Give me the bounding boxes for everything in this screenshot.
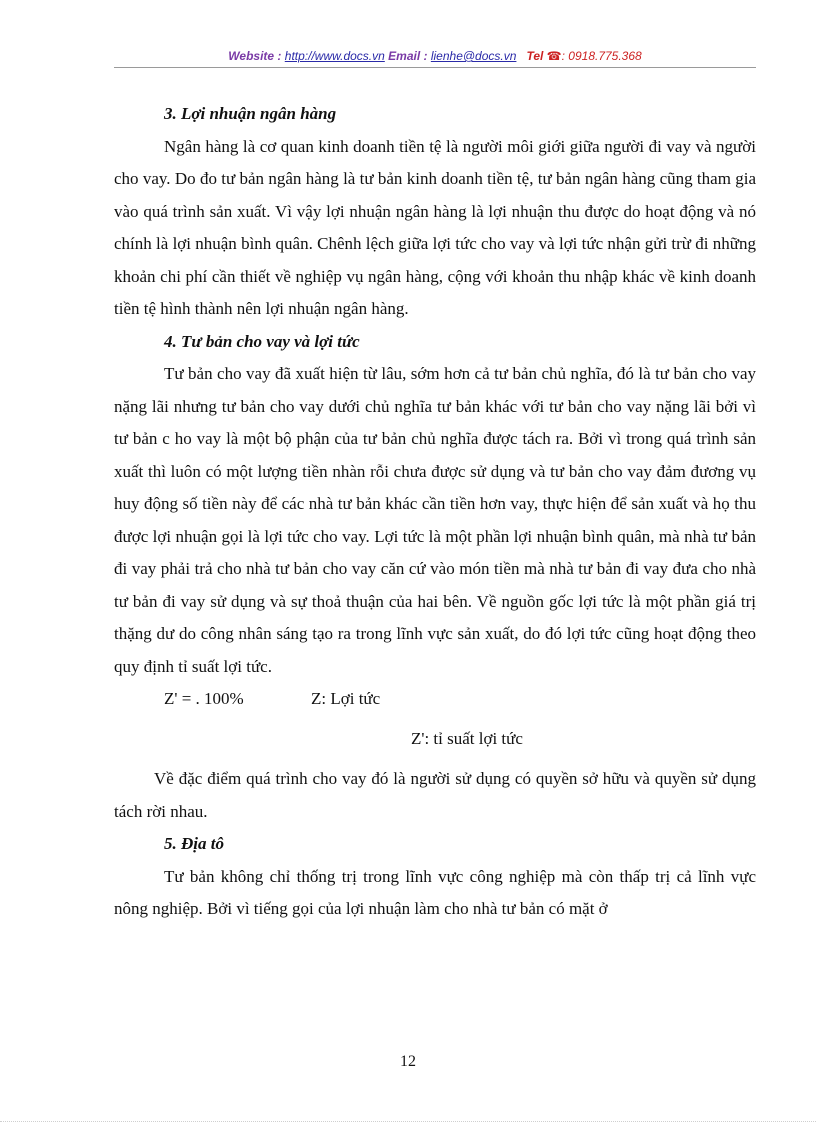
page-number: 12	[400, 1053, 416, 1070]
header-separator: :	[274, 49, 285, 63]
section-heading: 3. Lợi nhuận ngân hàng	[164, 104, 337, 123]
website-label: Website	[228, 49, 275, 63]
formula-legend	[114, 723, 756, 763]
paragraph: Ngân hàng là cơ quan kinh doanh tiền tệ là người môi giới giữa người đi vay và người cho vay. Do đo tư bản ngân hàng là tư bản kinh doanh tiền tệ, tư bản ngân hàng cũng tham gia vào quá trình sản xuất. Vì vậy lợi nhuận ngân hàng là lợi nhuận thu được do hoạt động và nó chính là lợi nhuận bình quân. Chênh lệch giữa lợi tức cho vay và lợi tức nhận gửi trừ đi những khoản chi phí cần thiết về nghiệp vụ ngân hàng, cộng với khoản thu nhập khác về kinh doanh tiền tệ hình thành nên lợi nhuận ngân hàng.	[114, 136, 756, 318]
paragraph: Tư bản cho vay đã xuất hiện từ lâu, sớm hơn cả tư bản chủ nghĩa, đó là tư bản cho vay nặng lãi nhưng tư bản cho vay dưới chủ nghĩa tư bản khác với tư bản cho vay nặng lãi bởi vì tư bản c ho vay là một bộ phận của tư bản chủ nghĩa được tách ra. Bởi vì trong quá trình sản xuất thì luôn có một lượng tiền nhàn rỗi chưa được sử dụng và tư bản cho vay đảm đương vụ huy động số tiền này để các nhà tư bản khác cần tiền hơn vay, thực hiện để sản xuất và họ thu được lợi nhuận gọi là lợi tức cho vay. Lợi tức là một phần lợi nhuận bình quân, mà nhà tư bản đi vay phải trả cho nhà tư bản cho vay căn cứ vào món tiền mà nhà tư bản đi vay đưa cho nhà tư bản đi vay sử dụng và sự thoả thuận của hai bên. Về nguồn gốc lợi tức là một phần giá trị thặng dư do công nhân sáng tạo ra trong lĩnh vực sản xuất, do đó lợi tức cũng hoạt động theo quy định tỉ suất lợi tức.	[114, 364, 756, 676]
header-separator: :	[420, 49, 431, 63]
formula-legend-zprime: Z': tỉ suất lợi tức	[411, 729, 523, 748]
page-header	[114, 46, 756, 66]
header-divider	[114, 67, 756, 68]
page-body	[114, 98, 756, 926]
website-link[interactable]: http://www.docs.vn	[284, 49, 385, 63]
section-heading: 4. Tư bản cho vay và lợi tức	[164, 331, 360, 351]
section-heading: 5. Địa tô	[164, 834, 224, 853]
formula-expression: Z' = . 100%	[164, 689, 244, 708]
tel-number: : 0918.775.368	[561, 49, 642, 63]
page-bottom-border	[0, 1121, 816, 1122]
email-label: Email	[388, 49, 421, 63]
paragraph: Về đặc điểm quá trình cho vay đó là người sử dụng có quyền sở hữu và quyền sử dụng tách rời nhau.	[114, 769, 756, 821]
formula-legend-z: Z: Lợi tức	[311, 689, 381, 708]
tel-label: Tel ☎	[526, 49, 562, 63]
formula	[114, 683, 756, 723]
email-link[interactable]: lienhe@docs.vn	[430, 49, 517, 63]
paragraph: Tư bản không chỉ thống trị trong lĩnh vực công nghiệp mà còn thấp trị cả lĩnh vực nông nghiệp. Bởi vì tiếng gọi của lợi nhuận làm cho nhà tư bản có mặt ở	[114, 866, 756, 918]
